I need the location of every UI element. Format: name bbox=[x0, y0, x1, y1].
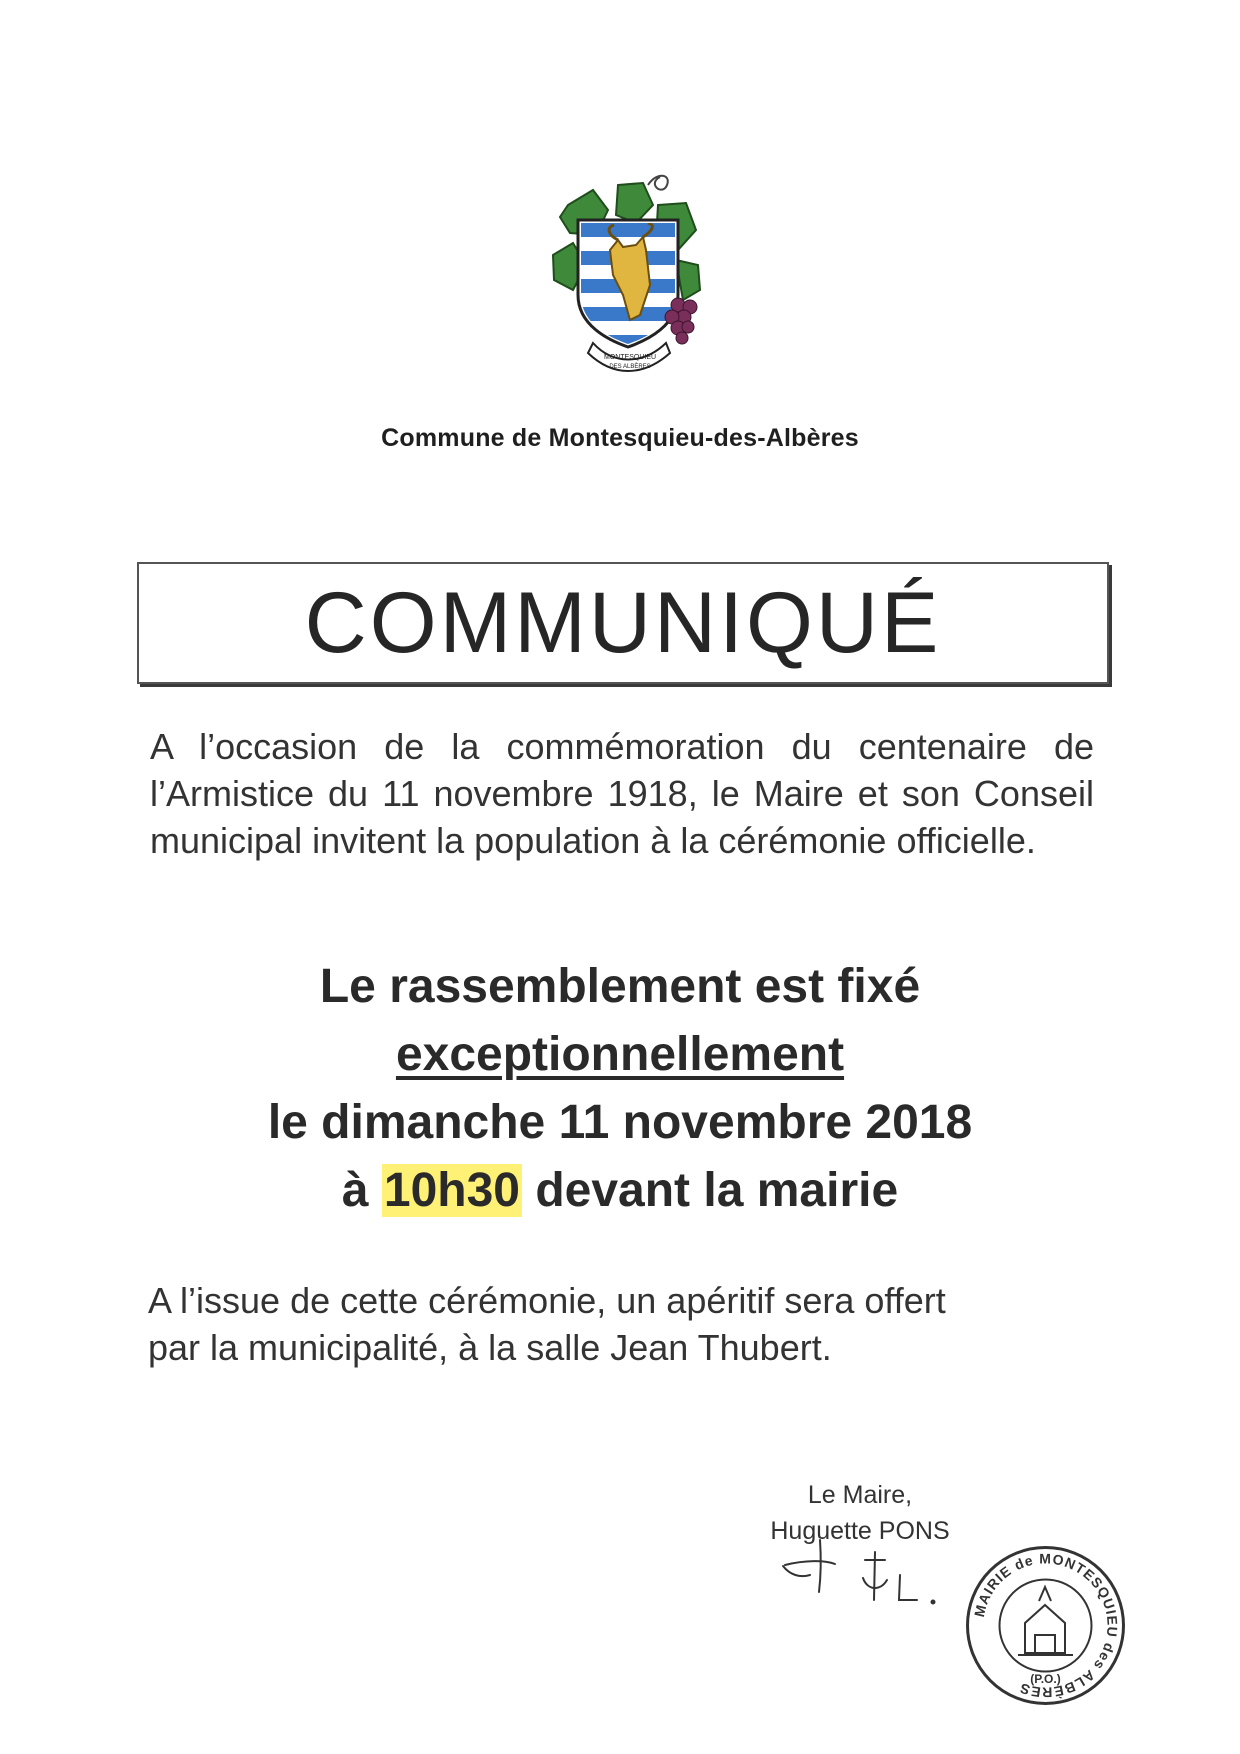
announcement-line-2: exceptionnellement bbox=[395, 1028, 845, 1081]
coat-of-arms-logo bbox=[548, 165, 708, 375]
mairie-stamp bbox=[963, 1543, 1128, 1708]
signatory-name: Huguette PONS bbox=[770, 1517, 950, 1545]
closing-paragraph bbox=[148, 1277, 1108, 1371]
signatory-role: Le Maire, bbox=[807, 1481, 913, 1509]
highlighted-time: 10h30 bbox=[383, 1164, 520, 1217]
announcement-prefix: à bbox=[341, 1164, 382, 1217]
stamp-region: (P.O.) bbox=[1030, 1672, 1061, 1686]
closing-line-1: A l’issue de cette cérémonie, un apéritif sera offert bbox=[148, 1280, 946, 1321]
closing-line-2: par la municipalité, à la salle Jean Thubert. bbox=[148, 1327, 832, 1368]
title-box bbox=[137, 562, 1109, 684]
announcement-suffix: devant la mairie bbox=[521, 1164, 899, 1217]
handwritten-signature bbox=[775, 1530, 955, 1610]
commune-name: Commune de Montesquieu-des-Albères bbox=[381, 424, 859, 452]
page-title: COMMUNIQUÉ bbox=[304, 574, 942, 671]
announcement-line-1: Le rassemblement est fixé bbox=[319, 960, 921, 1013]
intro-paragraph: A l’occasion de la commémoration du centenaire de l’Armistice du 11 novembre 1918, le Maire et son Conseil municipal invitent la population à la cérémonie officielle. bbox=[150, 726, 1094, 861]
announcement-line-4 bbox=[0, 1157, 1240, 1225]
announcement-block bbox=[0, 953, 1240, 1225]
crest-motto-line2: DES ALBÈRES bbox=[609, 364, 651, 370]
stamp-text: MAIRIE de MONTESQUIEU des ALBÈRES bbox=[970, 1550, 1121, 1701]
crest-motto-line1: MONTESQUIEU bbox=[603, 354, 657, 361]
announcement-line-3: le dimanche 11 novembre 2018 bbox=[267, 1096, 973, 1149]
